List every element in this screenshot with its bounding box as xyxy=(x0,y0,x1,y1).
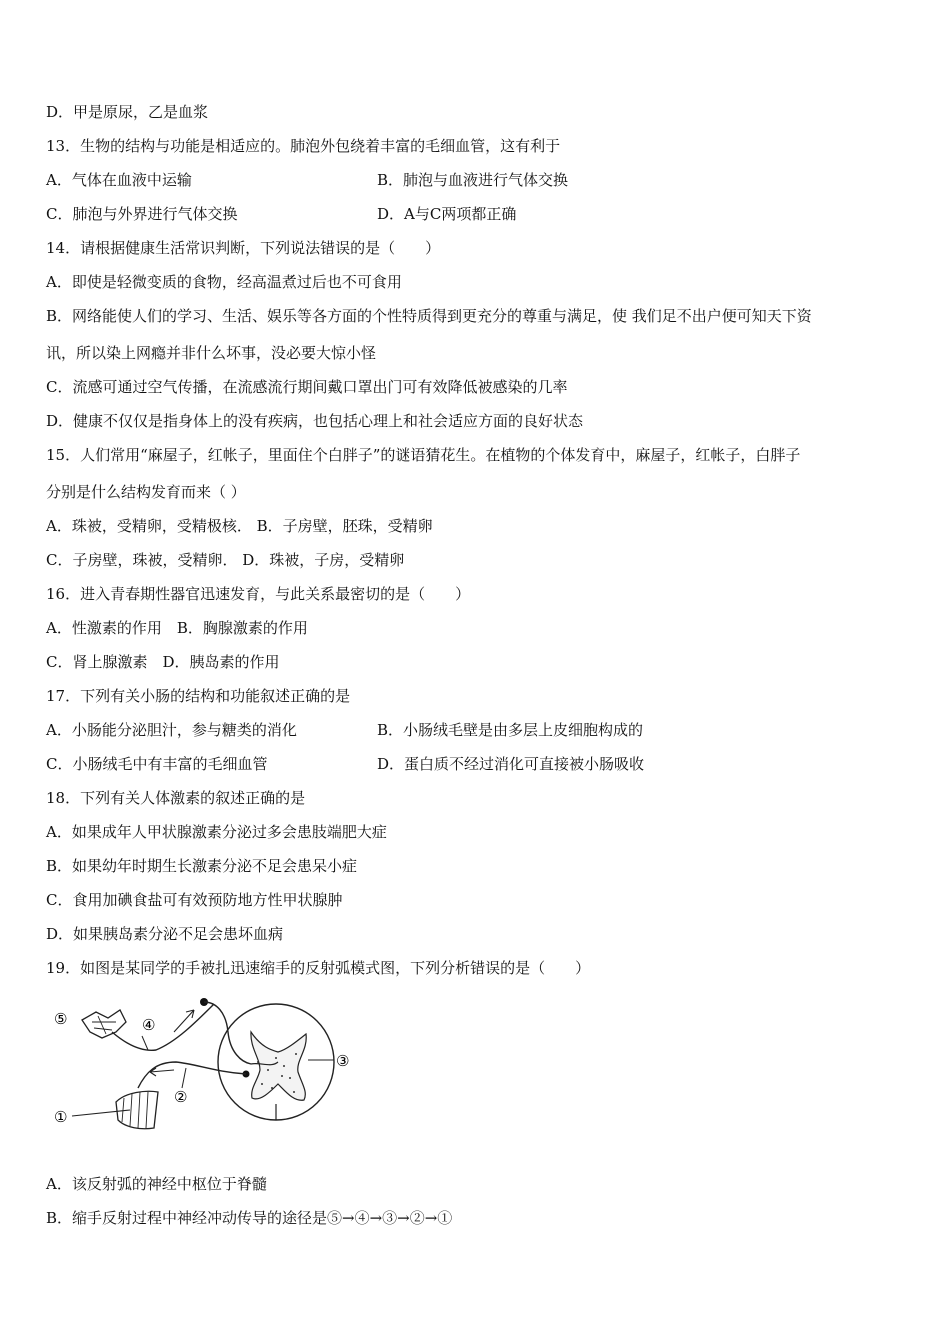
text-line xyxy=(46,1174,267,1194)
text-line xyxy=(46,445,800,465)
label-3: ③ xyxy=(336,1052,350,1070)
reflex-arc-diagram xyxy=(46,992,366,1142)
text-line xyxy=(46,306,812,326)
line-text: C．肺泡与外界进行气体交换 xyxy=(46,205,238,223)
text-line xyxy=(46,686,350,706)
line-text: C．流感可通过空气传播，在流感流行期间戴口罩出门可有效降低被感染的几率 xyxy=(46,378,568,396)
reflex-arc-figure xyxy=(46,992,366,1142)
line-text: 分别是什么结构发育而来（ ） xyxy=(46,483,246,501)
label-4-leader xyxy=(142,1036,148,1050)
line-text-col2: B．肺泡与血液进行气体交换 xyxy=(377,171,569,189)
line-text: C．小肠绒毛中有丰富的毛细血管 xyxy=(46,755,268,773)
text-line xyxy=(46,343,376,363)
text-line xyxy=(46,1208,452,1228)
label-2-leader xyxy=(182,1068,186,1088)
line-text: 17．下列有关小肠的结构和功能叙述正确的是 xyxy=(46,687,351,705)
spinal-cord xyxy=(218,1004,334,1120)
line-text-col2: D．蛋白质不经过消化可直接被小肠吸收 xyxy=(377,755,645,773)
text-line xyxy=(46,516,433,536)
line-text: 13．生物的结构与功能是相适应的。肺泡外包绕着丰富的毛细血管，这有利于 xyxy=(46,137,561,155)
line-text: C．子房壁，珠被，受精卵． D．珠被，子房，受精卵 xyxy=(46,551,405,569)
line-text: D．健康不仅仅是指身体上的没有疾病，也包括心理上和社会适应方面的良好状态 xyxy=(46,412,584,430)
line-text: B．缩手反射过程中神经冲动传导的途径是⑤→④→③→②→① xyxy=(46,1209,453,1227)
text-line xyxy=(46,822,387,842)
text-line xyxy=(46,788,305,808)
text-line xyxy=(46,754,645,774)
line-text: 讯，所以染上网瘾并非什么坏事，没必要大惊小怪 xyxy=(46,344,377,362)
text-line xyxy=(46,890,342,910)
text-line xyxy=(46,238,440,258)
line-text-col2: B．小肠绒毛壁是由多层上皮细胞构成的 xyxy=(377,721,644,739)
label-4: ④ xyxy=(142,1016,156,1034)
receptor-skin xyxy=(82,1010,126,1038)
line-text: D．如果胰岛素分泌不足会患坏血病 xyxy=(46,925,284,943)
label-1-leader xyxy=(72,1110,130,1116)
text-line xyxy=(46,102,208,122)
text-line xyxy=(46,411,583,431)
text-line xyxy=(46,170,569,190)
text-line xyxy=(46,584,470,604)
line-text: A．该反射弧的神经中枢位于脊髓 xyxy=(46,1175,267,1193)
line-text: A．如果成年人甲状腺激素分泌过多会患肢端肥大症 xyxy=(46,823,387,841)
text-line xyxy=(46,377,567,397)
line-text-col2: D．A与C两项都正确 xyxy=(377,205,517,223)
line-text: 19．如图是某同学的手被扎迅速缩手的反射弧模式图，下列分析错误的是（ ） xyxy=(46,959,591,977)
line-text: 15．人们常用“麻屋子，红帐子，里面住个白胖子”的谜语猜花生。在植物的个体发育中，麻屋子，红帐子，白胖子 xyxy=(46,446,801,464)
line-text: A．性激素的作用 B．胸腺激素的作用 xyxy=(46,619,308,637)
text-line xyxy=(46,272,402,292)
text-line xyxy=(46,924,283,944)
line-text: A．小肠能分泌胆汁，参与糖类的消化 xyxy=(46,721,297,739)
label-1: ① xyxy=(54,1108,68,1126)
line-text: 14．请根据健康生活常识判断，下列说法错误的是（ ） xyxy=(46,239,441,257)
sensory-arrow xyxy=(174,1010,194,1032)
text-line xyxy=(46,652,280,672)
line-text: A．即使是轻微变质的食物，经高温煮过后也不可食用 xyxy=(46,273,402,291)
line-text: C．肾上腺激素 D．胰岛素的作用 xyxy=(46,653,280,671)
text-line xyxy=(46,136,560,156)
label-2: ② xyxy=(174,1088,188,1106)
line-text: B．网络能使人们的学习、生活、娱乐等各方面的个性特质得到更充分的尊重与满足，使 我们足不出户便可知天下资 xyxy=(46,307,812,325)
text-line xyxy=(46,618,308,638)
text-line xyxy=(46,482,246,502)
text-line xyxy=(46,856,357,876)
text-line xyxy=(46,204,517,224)
line-text: D．甲是原尿，乙是血浆 xyxy=(46,103,209,121)
text-line xyxy=(46,958,590,978)
line-text: 18．下列有关人体激素的叙述正确的是 xyxy=(46,789,306,807)
line-text: B．如果幼年时期生长激素分泌不足会患呆小症 xyxy=(46,857,358,875)
effector-muscle xyxy=(116,1091,158,1128)
label-5: ⑤ xyxy=(54,1010,68,1028)
text-line xyxy=(46,720,644,740)
line-text: A．气体在血液中运输 xyxy=(46,171,192,189)
line-text: C．食用加碘食盐可有效预防地方性甲状腺肿 xyxy=(46,891,343,909)
text-line xyxy=(46,550,404,570)
line-text: A．珠被，受精卵，受精极核． B．子房壁，胚珠，受精卵 xyxy=(46,517,433,535)
sensory-neuron xyxy=(112,1004,214,1050)
motor-arrow xyxy=(150,1070,174,1072)
line-text: 16．进入青春期性器官迅速发育，与此关系最密切的是（ ） xyxy=(46,585,471,603)
